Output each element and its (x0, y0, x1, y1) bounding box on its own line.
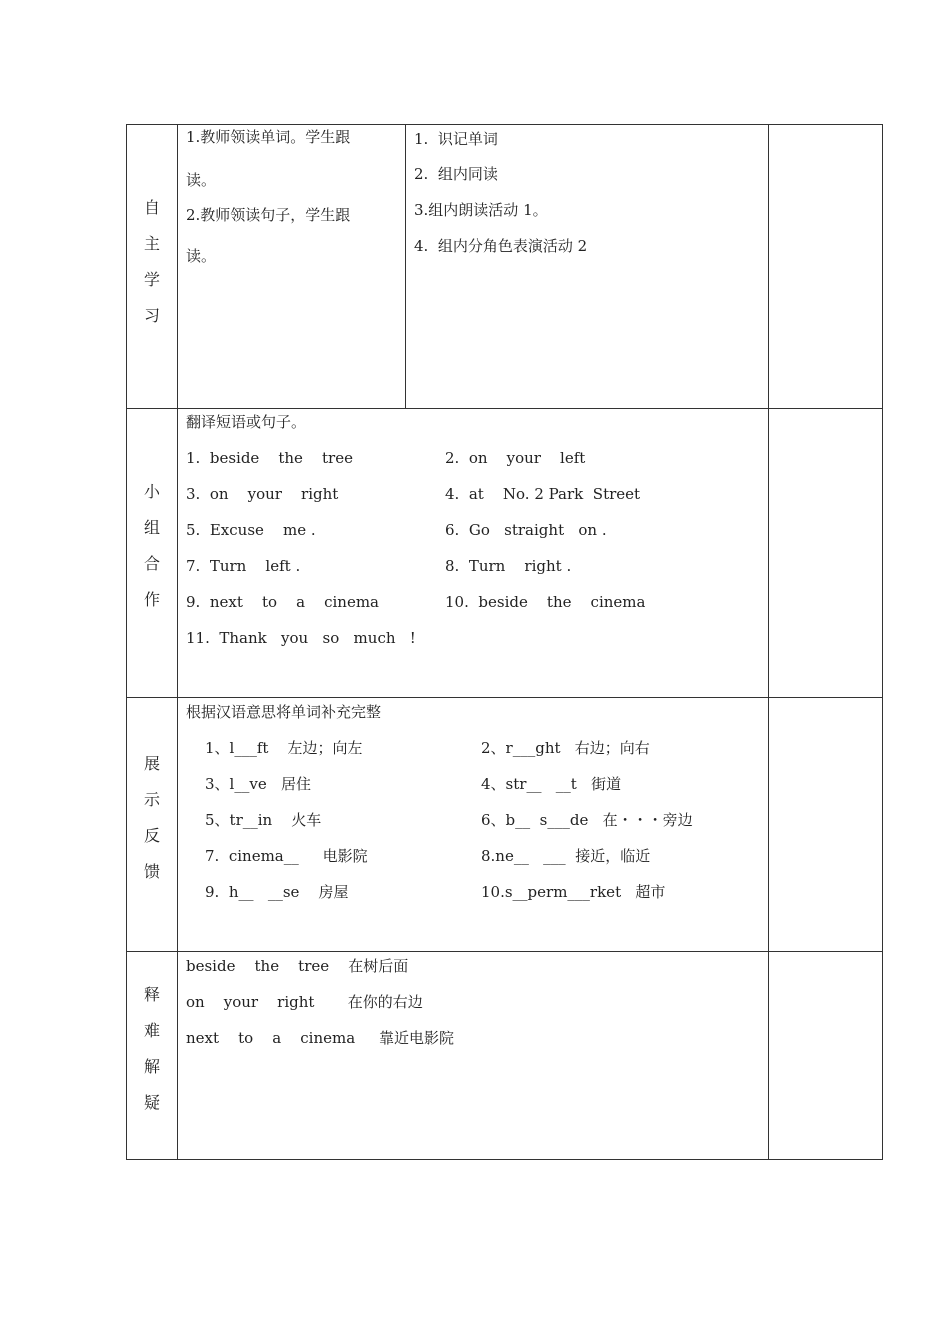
label-char: 习 (143, 306, 160, 325)
label-char: 展 (143, 754, 160, 773)
list-item: 5. Excuse me . (186, 521, 316, 539)
label-char: 自 (143, 198, 160, 217)
student-line: 3.组内朗读活动 1。 (414, 201, 548, 219)
label-char: 难 (143, 1021, 160, 1040)
section-label (140, 746, 164, 890)
list-item: 9. next to a cinema (186, 593, 379, 611)
list-item: 8. Turn right . (445, 557, 572, 575)
label-char: 作 (143, 590, 160, 609)
label-char: 释 (143, 985, 160, 1004)
label-char: 示 (143, 790, 160, 809)
list-item: 4、str__ __t 街道 (481, 775, 622, 793)
list-item: 3、l__ve 居住 (205, 775, 311, 793)
student-line: 2. 组内同读 (414, 165, 498, 183)
section-label (140, 190, 164, 334)
section-label (140, 474, 164, 618)
list-item: 7. cinema__ 电影院 (205, 847, 368, 865)
list-item: 1. beside the tree (186, 449, 353, 467)
list-item: 7. Turn left . (186, 557, 301, 575)
label-char: 疑 (143, 1093, 160, 1112)
label-char: 反 (143, 826, 160, 845)
list-item: 1、l___ft 左边；向左 (205, 739, 363, 757)
teacher-line: 读。 (186, 247, 217, 265)
instruction-text: 根据汉语意思将单词补充完整 (186, 703, 382, 721)
instruction-text: 翻译短语或句子。 (186, 413, 307, 431)
label-char: 主 (143, 234, 160, 253)
list-item: 6. Go straight on . (445, 521, 607, 539)
label-char: 解 (143, 1057, 160, 1076)
list-item: 2、r___ght 右边；向右 (481, 739, 650, 757)
list-item: 10. beside the cinema (445, 593, 646, 611)
list-item: 9. h__ __se 房屋 (205, 883, 349, 901)
list-item: 10.s__perm___rket 超市 (481, 883, 666, 901)
list-item: 8.ne__ ___ 接近，临近 (481, 847, 651, 865)
label-char: 馈 (143, 862, 160, 881)
list-item: 5、tr__in 火车 (205, 811, 322, 829)
teacher-line: 2.教师领读句子，学生跟 (186, 206, 351, 224)
explanation-line: next to a cinema 靠近电影院 (186, 1029, 454, 1047)
teacher-line: 读。 (186, 171, 217, 189)
list-item: 11. Thank you so much ! (186, 629, 416, 647)
label-char: 学 (143, 270, 160, 289)
student-line: 1. 识记单词 (414, 130, 498, 148)
explanation-line: beside the tree 在树后面 (186, 957, 409, 975)
list-item: 4. at No. 2 Park Street (445, 485, 641, 503)
student-line: 4. 组内分角色表演活动 2 (414, 237, 588, 255)
teacher-line: 1.教师领读单词。学生跟 (186, 128, 351, 146)
explanation-line: on your right 在你的右边 (186, 993, 423, 1011)
label-char: 组 (143, 518, 160, 537)
list-item: 6、b__ s___de 在・・・旁边 (481, 811, 693, 829)
label-char: 合 (143, 554, 160, 573)
label-char: 小 (143, 482, 160, 501)
list-item: 2. on your left (445, 449, 586, 467)
section-label (140, 977, 164, 1121)
list-item: 3. on your right (186, 485, 339, 503)
